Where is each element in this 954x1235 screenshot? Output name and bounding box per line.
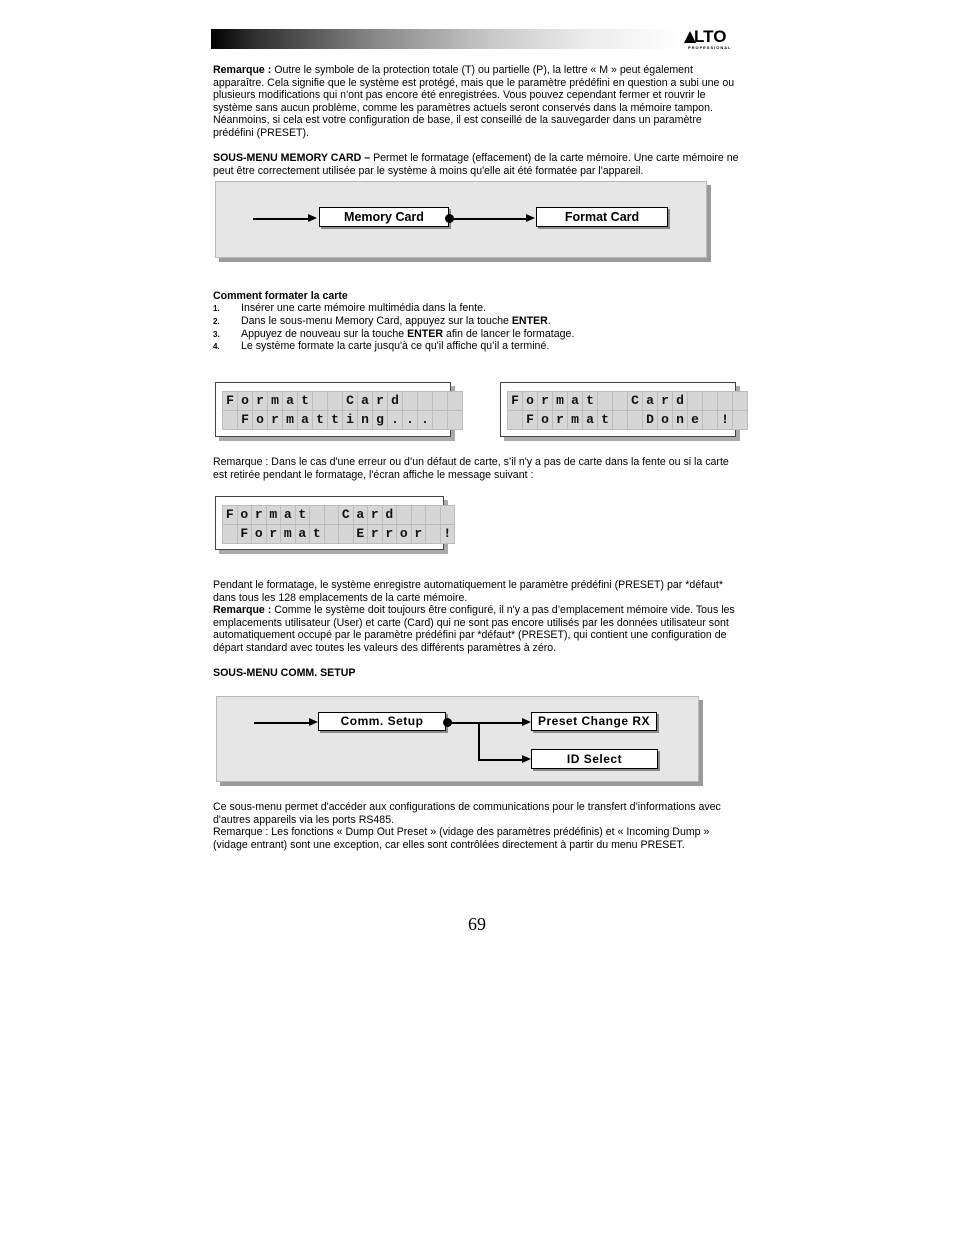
remark-text: Outre le symbole de la protection totale (T) ou partielle (P), la lettre « M » peut également apparaître. Cela signifie que le système est protégé, mais que le paramètre prédéfini en question a subi une ou plusieurs modifications qui n'ont pas encore été enregistrées. Vous pouvez cependant fermer et rouvrir le système sans aucun problème, comme les paramètres actuels seront conservés dans la mémoire tampon. Néanmoins, si cela est votre configuration de base, il est conseillé de la sauvegarder dans un paramètre prédéfini (PRESET).	[213, 64, 735, 139]
arrow-head-icon	[308, 214, 317, 222]
lcd-char-cell	[733, 392, 747, 410]
lcd-char-cell: r	[383, 525, 397, 543]
lcd-char-cell	[448, 392, 462, 410]
lcd-char-cell: t	[296, 506, 310, 524]
lcd-char-cell	[448, 411, 462, 429]
lcd-char-cell: a	[283, 392, 297, 410]
lcd-char-cell: g	[373, 411, 387, 429]
comm-setup-diagram	[216, 696, 699, 782]
lcd-char-cell: .	[403, 411, 417, 429]
arrow-line	[478, 759, 522, 761]
list-item: 1. Insérer une carte mémoire multimédia dans la fente.	[213, 302, 486, 314]
memory-card-text: Permet le formatage (effacement) de la carte mémoire. Une carte mémoire ne peut être correctement utilisée par le système à moins qu'elle ait été formatée par l'appareil.	[213, 152, 739, 177]
header-gradient-bar	[211, 29, 681, 49]
lcd-char-cell: F	[508, 392, 522, 410]
lcd-char-cell: r	[268, 411, 282, 429]
lcd-char-cell: a	[568, 392, 582, 410]
lcd-char-cell: o	[397, 525, 411, 543]
lcd-char-cell: d	[383, 506, 397, 524]
lcd-char-cell: C	[343, 392, 357, 410]
lcd-char-cell: t	[328, 411, 342, 429]
lcd-char-cell: a	[281, 506, 295, 524]
arrow-line	[452, 218, 526, 220]
lcd-char-cell: o	[253, 411, 267, 429]
lcd-char-cell	[688, 392, 702, 410]
lcd-char-cell	[733, 411, 747, 429]
lcd-char-cell: n	[673, 411, 687, 429]
lcd-char-cell: a	[354, 506, 368, 524]
id-select-box: ID Select	[531, 749, 658, 769]
lcd-char-cell: t	[310, 525, 324, 543]
lcd-char-cell: m	[553, 392, 567, 410]
lcd-char-cell: r	[368, 506, 382, 524]
lcd-char-cell	[508, 411, 522, 429]
lcd-char-cell: t	[583, 392, 597, 410]
lcd-char-cell	[418, 392, 432, 410]
lcd-char-cell: o	[252, 525, 266, 543]
memory-card-heading: SOUS-MENU MEMORY CARD –	[213, 152, 371, 164]
lcd-char-cell: C	[628, 392, 642, 410]
lcd-char-cell: a	[296, 525, 310, 543]
lcd-format-done	[500, 382, 736, 437]
arrow-head-icon	[522, 718, 531, 726]
arrow-head-icon	[526, 214, 535, 222]
list-item: 3. Appuyez de nouveau sur la touche ENTER afin de lancer le formatage.	[213, 327, 575, 340]
lcd-char-cell	[628, 411, 642, 429]
lcd-char-cell: a	[358, 392, 372, 410]
lcd-format-error	[215, 496, 452, 550]
arrow-line	[254, 722, 309, 724]
lcd-char-cell: a	[583, 411, 597, 429]
lcd-char-cell: o	[238, 506, 252, 524]
lcd-char-cell: !	[441, 525, 455, 543]
lcd-char-cell: C	[339, 506, 353, 524]
lcd-char-cell: i	[343, 411, 357, 429]
lcd-char-cell	[426, 525, 440, 543]
lcd-char-cell: F	[523, 411, 537, 429]
error-remark-paragraph: Remarque : Dans le cas d'une erreur ou d’un défaut de carte, s’il n'y a pas de carte dans la fente ou si la carte est retirée pendant le formatage, l'écran affiche le message suivant :	[213, 456, 729, 481]
lcd-char-cell	[397, 506, 411, 524]
list-item: 4. Le système formate la carte jusqu'à ce qu'il affiche qu’il a terminé.	[213, 340, 550, 353]
comm-setup-heading: SOUS-MENU COMM. SETUP	[213, 667, 356, 679]
lcd-char-cell: r	[553, 411, 567, 429]
lcd-char-cell	[339, 525, 353, 543]
lcd-char-cell: o	[538, 411, 552, 429]
lcd-char-cell: .	[388, 411, 402, 429]
lcd-char-cell: F	[223, 506, 237, 524]
comm-setup-paragraph: Ce sous-menu permet d'accéder aux configurations de communications pour le transfert d’informations avec d'autres appareils via les ports RS485. Remarque : Les fonctions « Dump Out Preset » (vidage des paramètres prédéfinis) et « Incoming Dump » (vidage entrant) sont une exception, car elles sont contrôlées directement à partir du menu PRESET.	[213, 801, 721, 851]
lcd-char-cell: .	[418, 411, 432, 429]
lcd-char-cell	[310, 506, 324, 524]
lcd-grid	[507, 391, 748, 430]
lcd-char-cell	[426, 506, 440, 524]
remark-label: Remarque :	[213, 64, 272, 76]
lcd-char-cell: t	[598, 411, 612, 429]
lcd-char-cell: r	[368, 525, 382, 543]
lcd-char-cell	[403, 392, 417, 410]
comm-setup-box: Comm. Setup	[318, 712, 446, 731]
lcd-char-cell: r	[412, 525, 426, 543]
lcd-char-cell: m	[281, 525, 295, 543]
preset-paragraph: Pendant le formatage, le système enregistre automatiquement le paramètre prédéfini (PRESET) par *défaut* dans tous les 128 emplacements de la carte mémoire. Remarque : Comme le système doit toujours être configuré, il n'y a pas d’emplacement mémoire vide. Tous les emplacements utilisateur (User) et carte (Card) qui ne sont pas encore utilisés par les données utilisateur sont automatiquement occupé par le paramètre prédéfini par *défaut* (PRESET), qui contient une configuration de départ standard avec toutes les valeurs des différents paramètres à zéro.	[213, 579, 735, 654]
lcd-char-cell: d	[388, 392, 402, 410]
lcd-char-cell	[441, 506, 455, 524]
list-item: 2. Dans le sous-menu Memory Card, appuyez sur la touche ENTER.	[213, 314, 551, 327]
lcd-char-cell	[433, 392, 447, 410]
remark-label: Remarque :	[213, 604, 272, 617]
lcd-char-cell	[433, 411, 447, 429]
lcd-char-cell: a	[643, 392, 657, 410]
lcd-char-cell: n	[358, 411, 372, 429]
lcd-char-cell: t	[313, 411, 327, 429]
memory-card-diagram	[215, 181, 707, 258]
lcd-char-cell: E	[354, 525, 368, 543]
remark-paragraph-protection	[213, 64, 743, 140]
lcd-char-cell	[718, 392, 732, 410]
lcd-grid	[222, 505, 455, 544]
lcd-char-cell: r	[267, 525, 281, 543]
memory-card-paragraph	[213, 152, 743, 177]
howto-heading: Comment formater la carte	[213, 290, 348, 302]
lcd-grid	[222, 391, 463, 430]
lcd-char-cell	[223, 411, 237, 429]
lcd-char-cell	[325, 525, 339, 543]
lcd-char-cell: o	[523, 392, 537, 410]
memory-card-box: Memory Card	[319, 207, 449, 227]
lcd-char-cell: F	[223, 392, 237, 410]
lcd-char-cell: D	[643, 411, 657, 429]
lcd-char-cell: a	[298, 411, 312, 429]
lcd-char-cell	[328, 392, 342, 410]
lcd-char-cell	[598, 392, 612, 410]
lcd-char-cell: o	[238, 392, 252, 410]
lcd-char-cell: r	[538, 392, 552, 410]
lcd-char-cell: r	[253, 392, 267, 410]
lcd-char-cell: F	[238, 525, 252, 543]
lcd-char-cell: r	[658, 392, 672, 410]
arrow-head-icon	[522, 755, 531, 763]
logo-subtext: PROFESSIONAL	[688, 45, 732, 50]
lcd-char-cell	[613, 392, 627, 410]
format-steps-list	[213, 302, 574, 353]
lcd-char-cell: m	[283, 411, 297, 429]
arrow-line	[253, 218, 308, 220]
lcd-char-cell: o	[658, 411, 672, 429]
lcd-char-cell	[703, 411, 717, 429]
lcd-char-cell: !	[718, 411, 732, 429]
logo-text: LTO	[694, 27, 727, 46]
lcd-formatting	[215, 382, 451, 437]
alto-logo	[684, 27, 742, 50]
lcd-char-cell: e	[688, 411, 702, 429]
lcd-char-cell	[412, 506, 426, 524]
lcd-char-cell: m	[568, 411, 582, 429]
lcd-char-cell	[313, 392, 327, 410]
lcd-char-cell	[613, 411, 627, 429]
lcd-char-cell: m	[267, 506, 281, 524]
lcd-char-cell	[223, 525, 237, 543]
lcd-char-cell: m	[268, 392, 282, 410]
lcd-char-cell	[325, 506, 339, 524]
branch-line	[478, 723, 480, 760]
arrow-head-icon	[309, 718, 318, 726]
lcd-char-cell: d	[673, 392, 687, 410]
format-card-box: Format Card	[536, 207, 668, 227]
lcd-char-cell: r	[373, 392, 387, 410]
lcd-char-cell: r	[252, 506, 266, 524]
lcd-char-cell: t	[298, 392, 312, 410]
page-number: 69	[468, 914, 486, 934]
preset-change-rx-box: Preset Change RX	[531, 712, 657, 731]
lcd-char-cell	[703, 392, 717, 410]
arrow-line	[450, 722, 522, 724]
lcd-char-cell: F	[238, 411, 252, 429]
